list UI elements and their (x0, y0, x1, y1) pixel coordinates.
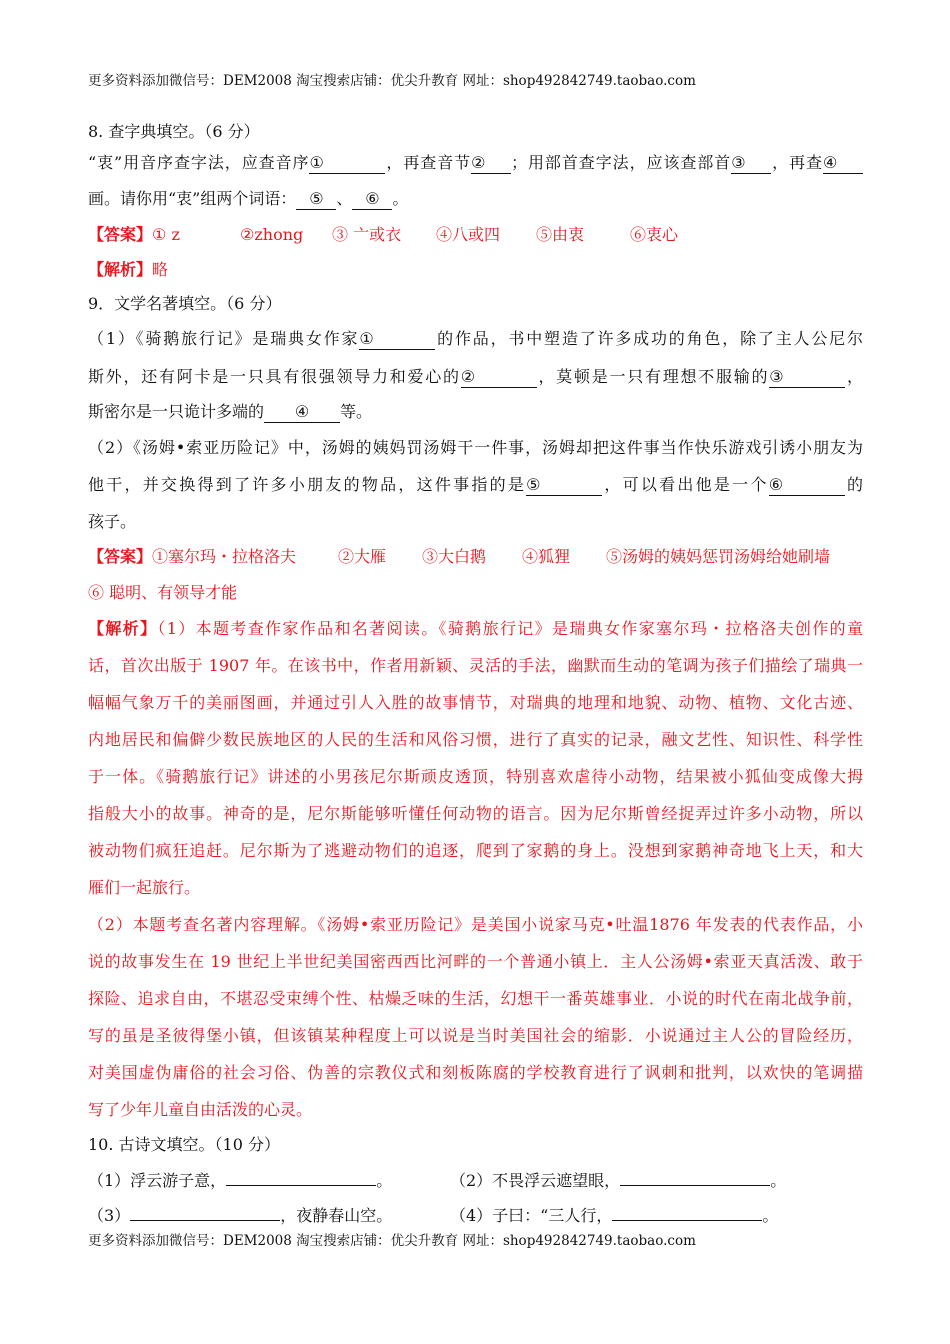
q8-blank-5[interactable]: ⑤ (296, 189, 336, 210)
q9-blank-4[interactable]: ④ (264, 402, 340, 423)
q10-text: 。 (762, 1206, 779, 1225)
q8-answer-item: ④八或四 (436, 225, 501, 244)
q10-title: 10. 古诗文填空。（10 分） (88, 1135, 280, 1154)
q8-text: ；用部首查字法，应该查部首 (511, 153, 732, 172)
q9-answer-line-2: ⑥ 聪明、有领导才能 (88, 583, 238, 602)
q8-text: ，再查音节 (385, 153, 472, 172)
q10-item-2 (450, 1170, 786, 1192)
q8-answer-item: ⑤由衷 (536, 225, 585, 244)
q9-explanation-line: 指般大小的故事。神奇的是，尼尔斯能够听懂任何动物的语言。因为尼尔斯曾经捉弄过许多小动物，所以 (88, 804, 863, 823)
q8-text: ，再查 (771, 153, 823, 172)
q9-text: ， (845, 367, 863, 386)
q9-blank-5[interactable]: ⑤ (526, 475, 602, 496)
q8-sep: 、 (336, 189, 353, 208)
q8-line-1 (88, 152, 863, 174)
q9-p1-line-3 (88, 401, 372, 423)
q8-line-2 (88, 188, 408, 210)
q9-p2-line-3: 孩子。 (88, 512, 137, 531)
answer-label: 【答案】 (88, 547, 153, 566)
page-footer: 更多资料添加微信号：DEM2008 淘宝搜索店铺：优尖升教育 网址：shop492842749.taobao.com (88, 1233, 696, 1249)
q8-answer-item: ③ 亠或衣 (332, 225, 402, 244)
q10-item-3 (88, 1205, 392, 1227)
q8-title: 8. 查字典填空。（6 分） (88, 122, 260, 141)
q9-answer-item: ③大白鹅 (422, 547, 487, 566)
q9-explanation-text: （1）本题考查作家作品和名著阅读。《骑鹅旅行记》是瑞典女作家塞尔玛・拉格洛夫创作的童 (157, 619, 863, 638)
q10-text: （2）不畏浮云遮望眼， (450, 1171, 621, 1190)
explanation-label: 【解析】 (88, 619, 158, 638)
answer-label: 【答案】 (88, 225, 153, 244)
q8-answer-item: ②zhong (240, 225, 304, 244)
q8-answer (88, 224, 678, 246)
q9-answer-item: ⑤汤姆的姨妈惩罚汤姆给她刷墙 (606, 547, 831, 566)
q8-text: “衷”用音序查字法，应查音序 (88, 153, 310, 172)
q8-text: 。 (392, 189, 409, 208)
q10-blank-4[interactable] (612, 1220, 762, 1221)
q10-text: （4）子曰：“三人行， (450, 1206, 613, 1225)
q8-answer-item: ⑥衷心 (630, 225, 679, 244)
q9-explanation-line: 话，首次出版于 1907 年。在该书中，作者用新颖、灵活的手法，幽默而生动的笔调为孩子们描绘了瑞典一 (88, 656, 863, 675)
q10-text: （1）浮云游子意， (88, 1171, 227, 1190)
q9-explanation-line: 写的虽是圣彼得堡小镇，但该镇某种程度上可以说是当时美国社会的缩影．小说通过主人公的冒险经历， (88, 1026, 863, 1045)
q9-explanation-line: 说的故事发生在 19 世纪上半世纪美国密西西比河畔的一个普通小镇上．主人公汤姆•索亚天真活泼、敢于 (88, 952, 863, 971)
q9-blank-2[interactable]: ② (461, 367, 537, 388)
q9-text: 的 (844, 475, 863, 494)
q9-blank-1[interactable]: ① (359, 329, 435, 350)
q9-text: ，莫顿是一只有理想不服输的 (536, 367, 770, 386)
q9-text: ，可以看出他是一个 (602, 475, 769, 494)
q9-text: 等。 (340, 402, 373, 421)
q10-blank-1[interactable] (226, 1185, 376, 1186)
q9-explanation-line: 写了少年儿童自由活泼的心灵。 (88, 1100, 313, 1119)
q10-text: （3） (88, 1206, 131, 1225)
q9-answer-line-1 (88, 546, 830, 568)
q9-text: 的作品，书中塑造了许多成功的角色，除了主人公尼尔 (435, 329, 863, 348)
q9-explanation-line (88, 618, 863, 640)
q9-answer-item: ②大雁 (338, 547, 387, 566)
q9-explanation-line: 于一体。《骑鹅旅行记》讲述的小男孩尼尔斯顽皮透顶，特别喜欢虐待小动物，结果被小狐仙变成像大拇 (88, 767, 863, 786)
q10-text: 。 (376, 1171, 393, 1190)
q9-answer-item: ①塞尔玛・拉格洛夫 (152, 547, 297, 566)
explanation-label: 【解析】 (88, 260, 153, 279)
q8-blank-2[interactable]: ② (471, 153, 511, 174)
q9-blank-6[interactable]: ⑥ (769, 475, 845, 496)
q9-p1-line-1 (88, 328, 863, 350)
q10-blank-2[interactable] (620, 1185, 770, 1186)
q9-text: （1）《骑鹅旅行记》是瑞典女作家 (88, 329, 360, 348)
q9-explanation-line: 对美国虚伪庸俗的社会习俗、伪善的宗教仪式和刻板陈腐的学校教育进行了讽刺和批判，以欢快的笔调描 (88, 1063, 863, 1082)
q8-text: 画。请你用“衷”组两个词语： (88, 189, 297, 208)
q9-p2-line-2 (88, 474, 863, 496)
q10-blank-3[interactable] (130, 1220, 280, 1221)
q10-item-1 (88, 1170, 392, 1192)
q9-explanation-line: 雁们一起旅行。 (88, 878, 201, 897)
q8-explanation-text: 略 (152, 260, 169, 279)
q9-p2-line-1: （2）《汤姆•索亚历险记》中，汤姆的姨妈罚汤姆干一件事，汤姆却把这件事当作快乐游戏引诱小朋友为 (88, 438, 863, 457)
q9-text: 他干，并交换得到了许多小朋友的物品，这件事指的是 (88, 475, 527, 494)
q8-blank-6[interactable]: ⑥ (352, 189, 392, 210)
q10-text: 。 (770, 1171, 787, 1190)
page-header: 更多资料添加微信号：DEM2008 淘宝搜索店铺：优尖升教育 网址：shop492842749.taobao.com (88, 73, 696, 89)
q9-text: 斯密尔是一只诡计多端的 (88, 402, 265, 421)
q10-text: ，夜静春山空。 (280, 1206, 393, 1225)
q9-text: 斯外，还有阿卡是一只具有很强领导力和爱心的 (88, 367, 461, 386)
q8-explanation (88, 259, 168, 281)
q9-explanation-line: 幅幅气象万千的美丽图画，并通过引人入胜的故事情节，对瑞典的地理和地貌、动物、植物、文化古迹、 (88, 693, 863, 712)
q9-explanation-line: 内地居民和偏僻少数民族地区的人民的生活和风俗习惯，进行了真实的记录，融文艺性、知识性、科学性 (88, 730, 863, 749)
q9-answer-item: ④狐狸 (522, 547, 571, 566)
q10-item-4 (450, 1205, 778, 1227)
q9-explanation-line: （2）本题考查名著内容理解。《汤姆•索亚历险记》是美国小说家马克•吐温1876 年发表的代表作品，小 (88, 915, 863, 934)
q8-answer-item: ① z (152, 225, 180, 244)
q9-explanation-line: 被动物们疯狂追赶。尼尔斯为了逃避动物们的追逐，爬到了家鹅的身上。没想到家鹅神奇地飞上天，和大 (88, 841, 863, 860)
q9-blank-3[interactable]: ③ (769, 367, 845, 388)
q8-blank-1[interactable]: ① (309, 153, 385, 174)
q8-blank-4[interactable]: ④ (823, 153, 863, 174)
q9-title: 9．文学名著填空。（6 分） (88, 294, 282, 313)
q8-blank-3[interactable]: ③ (731, 153, 771, 174)
q9-p1-line-2 (88, 366, 863, 388)
q9-explanation-line: 探险、追求自由，不堪忍受束缚个性、枯燥乏味的生活，幻想干一番英雄事业．小说的时代在南北战争前， (88, 989, 863, 1008)
